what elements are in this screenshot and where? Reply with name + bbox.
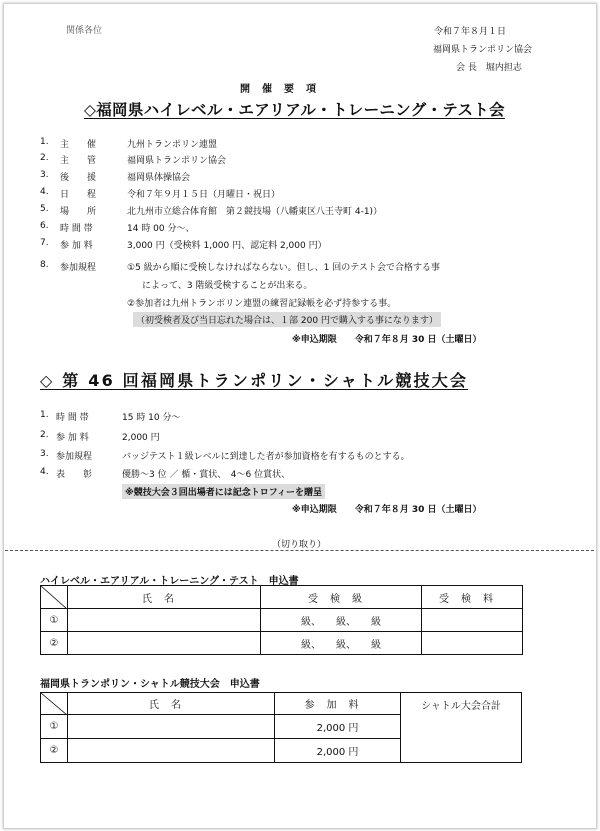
form1-title: ハイレベル・エアリアル・トレーニング・テスト 申込書: [40, 576, 299, 587]
name-header: 氏名: [68, 586, 261, 609]
item-number: 2.: [40, 153, 49, 163]
item-number: 1.: [40, 410, 49, 420]
item-label: 時 間 帯: [56, 413, 89, 423]
item-number: 7.: [40, 238, 49, 248]
row-number: ①: [41, 715, 68, 739]
item-value: バッジテスト１級レベルに到達した者が参加資格を有するものとする。: [122, 452, 410, 462]
item-label: 参 加 料: [56, 433, 89, 443]
form1-table: [40, 585, 523, 655]
fee-value: 2,000 円: [275, 715, 401, 739]
trophy-note: ※競技大会３回出場者には記念トロフィーを贈呈: [122, 484, 325, 499]
rule2: ②参加者は九州トランポリン連盟の練習記録帳を必ず持参する事。: [127, 299, 397, 309]
rule1-continuation: によって、3 階級受検することが出来る。: [142, 281, 313, 291]
item-number: 5.: [40, 204, 49, 214]
item-number: 1.: [40, 137, 49, 147]
item-value: 2,000 円: [122, 433, 160, 443]
item-label: 主 管: [60, 156, 97, 166]
form2-table: [40, 692, 522, 763]
table-row: [41, 632, 523, 655]
name-header: 氏名: [68, 693, 275, 715]
item-value: 14 時 00 分～、: [127, 224, 195, 234]
item-value: 優勝～3 位 ／ 楯・賞状、 4～6 位賞状、: [122, 470, 291, 480]
fee-header: 参加料: [275, 693, 401, 715]
item-label: 後 援: [60, 173, 97, 183]
fee-header: 受検料: [422, 586, 523, 609]
table-row: [41, 609, 523, 632]
issuing-organization: 福岡県トランポリン協会: [433, 45, 533, 55]
item-value: ①5 級から順に受検しなければならない。但し、1 回のテスト会で合格する事: [127, 263, 440, 273]
item-value: 北九州市立総合体育館 第２競技場（八幡東区八王寺町 4-1)）: [127, 207, 383, 217]
fee-input[interactable]: [422, 609, 523, 632]
item-label: 表 彰: [56, 470, 93, 480]
name-input[interactable]: [68, 739, 275, 763]
fee-input[interactable]: [422, 632, 523, 655]
item-value: 3,000 円（受検料 1,000 円、認定料 2,000 円）: [127, 241, 327, 251]
item-label: 参加規程: [60, 263, 97, 273]
diagonal-line: [41, 586, 67, 609]
purchase-note: （初受検者及び当日忘れた場合は、１部 200 円で購入する事になります）: [133, 312, 441, 327]
item-value: 九州トランポリン連盟: [127, 140, 218, 150]
item-label: 場 所: [60, 207, 97, 217]
name-input[interactable]: [68, 715, 275, 739]
grade-input[interactable]: 級、 級、 級: [261, 632, 422, 655]
contact-person: 会 長 堀内担志: [456, 63, 522, 73]
corner-cell: [41, 586, 68, 609]
item-number: 3.: [40, 449, 49, 459]
item-value: 15 時 10 分～: [122, 413, 181, 423]
diagonal-line: [41, 693, 67, 715]
event1-deadline: ※申込期限 令和７年８月 30 日（土曜日）: [292, 335, 482, 345]
event2-deadline: ※申込期限 令和７年８月 30 日（土曜日）: [292, 505, 482, 515]
cut-line: [5, 550, 594, 551]
corner-cell: [41, 693, 68, 715]
item-number: 6.: [40, 221, 49, 231]
shuttle-total-header: シャトル大会合計: [421, 701, 501, 712]
shuttle-total-cell[interactable]: [401, 693, 522, 763]
item-number: 4.: [40, 467, 49, 477]
item-label: 参加規程: [56, 452, 93, 462]
grade-header: 受検級: [261, 586, 422, 609]
item-value: 福岡県トランポリン協会: [127, 156, 227, 166]
cut-line-label: （切り取り）: [272, 540, 327, 550]
row-number: ①: [41, 609, 68, 632]
row-number: ②: [41, 739, 68, 763]
item-number: 2.: [40, 430, 49, 440]
grade-input[interactable]: 級、 級、 級: [261, 609, 422, 632]
fee-value: 2,000 円: [275, 739, 401, 763]
item-label: 時 間 帯: [60, 224, 93, 234]
name-input[interactable]: [68, 609, 261, 632]
guidelines-heading: 開 催 要 項: [240, 84, 317, 95]
item-label: 参 加 料: [60, 241, 93, 251]
item-number: 8.: [40, 260, 49, 270]
item-number: 3.: [40, 170, 49, 180]
event1-title: ◇福岡県ハイレベル・エアリアル・トレーニング・テスト会: [84, 101, 505, 119]
recipients: 関係各位: [66, 26, 103, 36]
form2-title: 福岡県トランポリン・シャトル競技大会 申込書: [40, 679, 260, 690]
item-value: 福岡県体操協会: [127, 173, 191, 183]
item-label: 日 程: [60, 190, 97, 200]
item-label: 主 催: [60, 140, 97, 150]
issue-date: 令和７年８月１日: [434, 27, 507, 37]
item-value: 令和７年９月１５日（月曜日・祝日）: [127, 190, 281, 200]
row-number: ②: [41, 632, 68, 655]
item-number: 4.: [40, 187, 49, 197]
name-input[interactable]: [68, 632, 261, 655]
event2-title: ◇ 第 46 回福岡県トランポリン・シャトル競技大会: [40, 371, 469, 390]
